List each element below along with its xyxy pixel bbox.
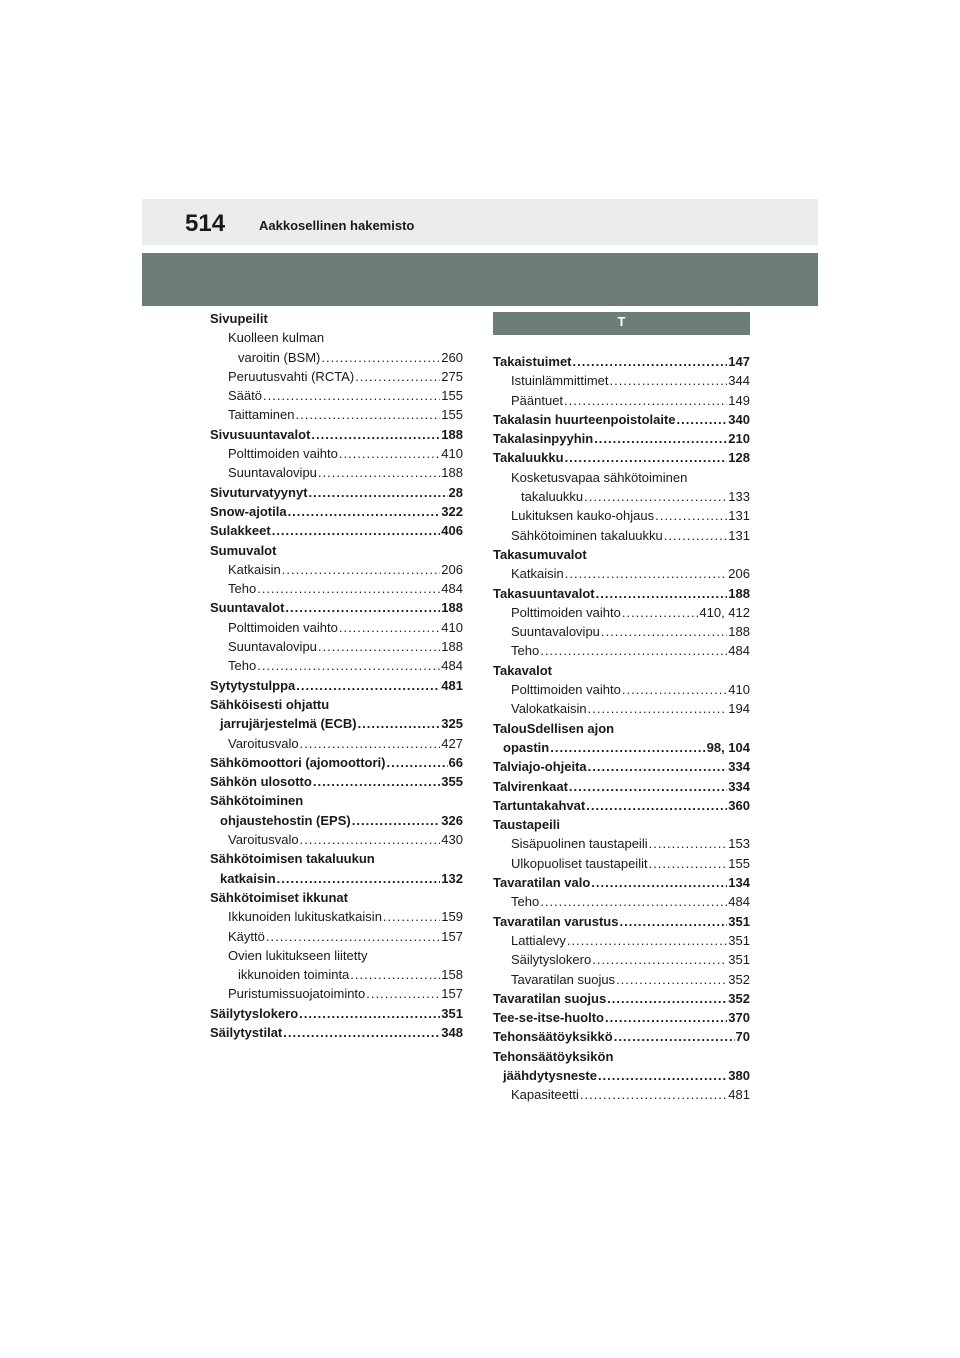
entry-text: Taittaminen [228,407,295,423]
index-entry [210,734,463,753]
dot-leader [257,656,440,675]
entry-text: Lukituksen kauko-ohjaus [511,508,655,524]
entry-page-number: 133 [728,489,750,505]
entry-text: Takaistuimet [493,354,572,369]
index-entry [210,676,463,695]
entry-page-number: 134 [728,875,750,891]
dot-leader [598,1066,727,1085]
entry-text: Peruutusvahti (RCTA) [228,368,355,384]
entry-text: Ovien lukitukseen liitetty [228,947,368,963]
entry-page-number: 481 [441,677,463,693]
dot-leader [277,869,441,888]
index-entry [493,796,750,815]
entry-page-number: 70 [735,1029,750,1045]
entry-text: Puristumissuojatoiminto [228,986,366,1002]
index-entry [210,502,463,521]
index-entry [210,811,463,830]
dot-leader [339,618,440,637]
entry-text: Sumuvalot [210,542,277,558]
entry-page-number: 351 [728,952,750,968]
entry-text: Säilytyslokero [511,952,592,968]
index-entry [210,869,463,888]
entry-page-number: 155 [441,388,463,404]
index-entry [210,405,463,424]
index-entry [493,989,750,1008]
entry-page-number: 484 [728,894,750,910]
entry-page-number: 188 [728,624,750,640]
dot-leader [592,950,727,969]
entry-page-number: 360 [728,797,750,813]
entry-page-number: 155 [728,855,750,871]
entry-page-number: 147 [728,354,750,369]
index-entry [493,970,750,989]
entry-text: Ulkopuoliset taustapeilit [511,855,648,871]
index-entry [493,603,750,622]
index-entry [210,888,463,907]
dot-leader [366,984,440,1003]
index-entry [210,753,463,772]
index-entry [210,849,463,868]
index-entry [493,429,750,448]
entry-page-number: 149 [728,392,750,408]
dot-leader [677,410,728,429]
entry-text: Suuntavalovipu [228,639,317,655]
entry-text: opastin [503,739,550,755]
entry-page-number: 159 [441,909,463,925]
entry-text: Tavaratilan valo [493,875,591,891]
dot-leader [540,641,727,660]
index-entry [493,892,750,911]
entry-text: katkaisin [220,870,276,886]
index-entry [210,984,463,1003]
index-entry [210,1004,463,1023]
entry-text: Sivuturvatyynyt [210,484,308,500]
entry-text: Valokatkaisin [511,701,587,717]
index-entry [493,506,750,525]
entry-text: Talvirenkaat [493,778,568,794]
entry-text: Säilytystilat [210,1024,283,1040]
dot-leader [601,622,727,641]
index-entry [493,738,750,757]
entry-text: Teho [228,581,257,597]
index-entry [493,834,750,853]
index-entry [210,637,463,656]
dot-leader [649,854,728,873]
index-entry [210,579,463,598]
entry-text: Lattialevy [511,932,566,948]
header-bar [142,199,818,245]
dot-leader [614,1027,735,1046]
index-entry [493,719,750,738]
dot-leader [283,1023,440,1042]
entry-text: Kosketusvapaa sähkötoiminen [511,469,688,485]
entry-page-number: 128 [728,450,750,466]
entry-page-number: 352 [728,971,750,987]
entry-text: Polttimoiden vaihto [511,682,621,698]
entry-text: takaluukku [521,489,584,505]
entry-page-number: 275 [441,368,463,384]
dot-leader [616,970,727,989]
entry-text: Polttimoiden vaihto [228,446,338,462]
entry-page-number: 260 [441,349,463,365]
entry-page-number: 131 [728,508,750,524]
entry-page-number: 132 [441,870,463,886]
entry-page-number: 206 [441,561,463,577]
entry-text: Takasumuvalot [493,546,587,562]
index-entry [493,777,750,796]
entry-text: Takavalot [493,662,553,678]
entry-text: Takaluukku [493,450,564,466]
index-entry [210,714,463,733]
dot-leader [619,912,727,931]
entry-text: Varoitusvalo [228,832,299,848]
entry-page-number: 484 [441,658,463,674]
dot-leader [282,560,441,579]
index-entry [210,907,463,926]
entry-text: Kapasiteetti [511,1087,579,1103]
dot-leader [352,811,441,830]
entry-text: Taustapeili [493,817,560,833]
entry-text: Tavaratilan varustus [493,913,619,929]
entry-text: Varoitusvalo [228,735,299,751]
entry-page-number: 334 [728,759,750,775]
entry-page-number: 370 [728,1010,750,1026]
entry-text: Snow-ajotila [210,503,287,519]
entry-text: Pääntuet [511,392,564,408]
entry-page-number: 188 [728,585,750,601]
entry-page-number: 188 [441,426,463,442]
dot-leader [295,405,440,424]
dot-leader [588,757,728,776]
entry-page-number: 131 [728,527,750,543]
dot-leader [299,1004,440,1023]
dot-leader [586,796,727,815]
entry-page-number: 188 [441,639,463,655]
index-entry [210,830,463,849]
entry-page-number: 351 [728,913,750,929]
dot-leader [321,348,440,367]
entry-text: ikkunoiden toiminta [238,967,350,983]
dot-leader [257,579,440,598]
entry-text: Sytytystulppa [210,677,296,693]
entry-page-number: 340 [728,411,750,427]
dot-leader [610,371,728,390]
dot-leader [564,391,727,410]
index-entry [493,391,750,410]
dot-leader [263,386,440,405]
dot-leader [569,777,727,796]
dot-leader [550,738,705,757]
entry-text: Tehonsäätöyksikkö [493,1029,613,1045]
entry-text: Tee-se-itse-huolto [493,1010,604,1026]
entry-text: Polttimoiden vaihto [511,604,621,620]
dot-leader [596,584,728,603]
index-entry [493,448,750,467]
index-entry [210,927,463,946]
entry-page-number: 188 [441,465,463,481]
index-entry [210,521,463,540]
entry-text: Tehonsäätöyksikön [493,1048,614,1064]
index-entry [493,564,750,583]
entry-text: Katkaisin [228,561,281,577]
index-entry [493,950,750,969]
index-entry [493,912,750,931]
index-entry [210,560,463,579]
entry-text: ohjaustehostin (EPS) [220,812,351,828]
index-entry [210,946,463,965]
index-entry [210,965,463,984]
entry-text: Säätö [228,388,262,404]
entry-page-number: 410, 412 [699,604,750,620]
dot-leader [588,699,728,718]
entry-text: Tartuntakahvat [493,797,586,813]
index-entry [493,410,750,429]
index-entry [210,483,463,502]
entry-page-number: 155 [441,407,463,423]
index-entry [493,1047,750,1066]
dot-leader [266,927,440,946]
entry-text: Sähkötoiminen [210,793,304,809]
index-entry [493,352,750,371]
index-entry [493,1008,750,1027]
entry-page-number: 351 [441,1005,463,1021]
index-entry [493,584,750,603]
entry-page-number: 481 [728,1087,750,1103]
dot-leader [313,772,440,791]
dot-leader [607,989,727,1008]
entry-text: Takalasin huurteenpoistolaite [493,411,676,427]
index-entry [210,425,463,444]
index-entry [493,526,750,545]
dot-leader [358,714,441,733]
index-entry [210,772,463,791]
index-entry [493,468,750,487]
dot-leader [296,676,440,695]
dot-leader [622,603,699,622]
index-entry [210,656,463,675]
index-entry [210,541,463,560]
index-column-left [210,309,463,1042]
entry-page-number: 355 [441,774,463,790]
entry-page-number: 188 [441,600,463,616]
entry-text: Kuolleen kulman [228,330,325,346]
entry-text: Takasuuntavalot [493,585,595,601]
entry-page-number: 325 [441,716,463,732]
entry-page-number: 322 [441,503,463,519]
dot-leader [584,487,727,506]
index-entry [210,386,463,405]
dot-leader [605,1008,727,1027]
entry-text: Istuinlämmittimet [511,373,609,389]
entry-text: Sähkön ulosotto [210,774,312,790]
dot-leader [311,425,440,444]
entry-text: Sähkötoiminen takaluukku [511,527,663,543]
entry-page-number: 410 [728,682,750,698]
entry-page-number: 406 [441,523,463,539]
entry-page-number: 66 [448,754,463,770]
entry-text: Teho [511,643,540,659]
index-entry [493,622,750,641]
dot-leader [622,680,727,699]
entry-page-number: 410 [441,446,463,462]
dot-leader [288,502,441,521]
entry-text: Sähkötoimiset ikkunat [210,889,348,905]
index-entry [493,931,750,950]
index-entry [210,463,463,482]
entry-page-number: 210 [728,431,750,447]
entry-page-number: 484 [728,643,750,659]
entry-page-number: 98, 104 [706,739,750,755]
index-entry [210,791,463,810]
index-entry [493,680,750,699]
letter-heading: T [493,312,750,335]
entry-text: jäähdytysneste [503,1067,597,1083]
entry-page-number: 348 [441,1024,463,1040]
entry-page-number: 427 [441,735,463,751]
index-entries-right [493,352,750,1105]
dot-leader [309,483,448,502]
dot-leader [383,907,440,926]
entry-text: Suuntavalovipu [228,465,317,481]
header-band [142,253,818,306]
entry-text: Sisäpuolinen taustapeili [511,836,648,852]
dot-leader [580,1085,727,1104]
entry-text: Polttimoiden vaihto [228,619,338,635]
entry-text: varoitin (BSM) [238,349,321,365]
index-entry [210,309,463,328]
entry-text: Takalasinpyyhin [493,431,594,447]
entry-text: Käyttö [228,928,265,944]
dot-leader [339,444,440,463]
index-entry [493,699,750,718]
entry-text: Tavaratilan suojus [493,990,607,1006]
entry-page-number: 344 [728,373,750,389]
entry-text: Teho [228,658,257,674]
entry-text: Suuntavalovipu [511,624,600,640]
entry-text: Säilytyslokero [210,1005,299,1021]
dot-leader [300,734,441,753]
index-entry [493,371,750,390]
entry-page-number: 157 [441,986,463,1002]
index-entry [493,545,750,564]
index-entry [210,695,463,714]
index-entry [493,1066,750,1085]
dot-leader [594,429,727,448]
entry-text: Sivupeilit [210,311,268,326]
entry-page-number: 28 [448,484,463,500]
entry-page-number: 410 [441,619,463,635]
entry-text: Tavaratilan suojus [511,971,616,987]
index-entry [493,815,750,834]
entry-page-number: 326 [441,812,463,828]
entry-text: Suuntavalot [210,600,285,616]
index-entry [493,1027,750,1046]
dot-leader [567,931,727,950]
entry-page-number: 153 [728,836,750,852]
index-entry [210,348,463,367]
index-entry [493,1085,750,1104]
entry-page-number: 158 [441,967,463,983]
dot-leader [285,598,440,617]
index-entry [210,367,463,386]
index-entry [210,598,463,617]
entry-text: Teho [511,894,540,910]
index-column-right [493,312,750,1105]
entry-page-number: 194 [728,701,750,717]
entry-page-number: 352 [728,990,750,1006]
entry-text: jarrujärjestelmä (ECB) [220,716,357,732]
entry-page-number: 430 [441,832,463,848]
dot-leader [565,448,728,467]
entry-page-number: 157 [441,928,463,944]
entry-page-number: 351 [728,932,750,948]
index-entry [210,328,463,347]
entry-text: Sivusuuntavalot [210,426,311,442]
dot-leader [540,892,727,911]
index-entry [493,757,750,776]
index-entry [493,641,750,660]
dot-leader [649,834,728,853]
dot-leader [655,506,727,525]
dot-leader [300,830,441,849]
dot-leader [350,965,440,984]
index-entry [493,854,750,873]
entry-text: Ikkunoiden lukituskatkaisin [228,909,382,925]
dot-leader [387,753,448,772]
entry-text: Sähkötoimisen takaluukun [210,851,375,867]
index-entry [493,661,750,680]
dot-leader [565,564,728,583]
index-entry [210,1023,463,1042]
entry-page-number: 484 [441,581,463,597]
dot-leader [664,526,728,545]
dot-leader [591,873,727,892]
entry-page-number: 380 [728,1067,750,1083]
index-entry [493,487,750,506]
entry-text: Sähköisesti ohjattu [210,696,330,712]
entry-text: Sulakkeet [210,523,271,539]
index-entry [210,444,463,463]
dot-leader [573,352,728,371]
section-title: Aakkosellinen hakemisto [259,218,415,233]
entry-page-number: 206 [728,566,750,582]
dot-leader [272,521,441,540]
entry-text: TalouSdellisen ajon [493,720,615,736]
dot-leader [318,463,440,482]
page-number: 514 [185,210,226,237]
entry-page-number: 334 [728,778,750,794]
entry-text: Sähkömoottori (ajomoottori) [210,754,386,770]
index-entry [493,873,750,892]
dot-leader [355,367,440,386]
dot-leader [318,637,440,656]
entry-text: Katkaisin [511,566,564,582]
index-entry [210,618,463,637]
entry-text: Talviajo-ohjeita [493,759,587,775]
